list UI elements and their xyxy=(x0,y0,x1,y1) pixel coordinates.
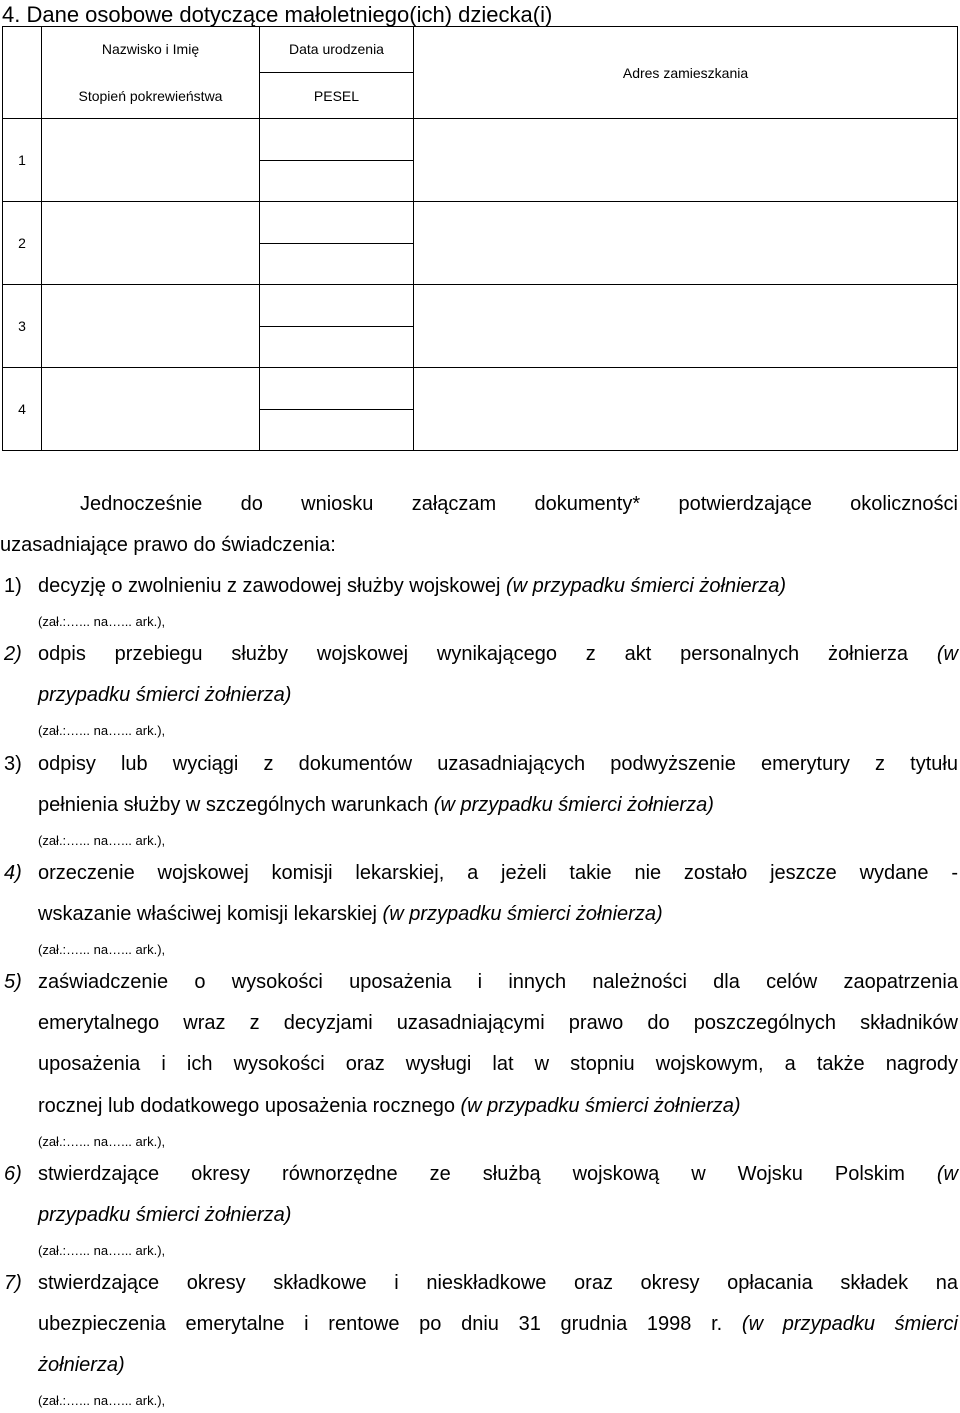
name-relation-field[interactable] xyxy=(42,202,260,285)
item-7-line-2: ubezpieczenia emerytalne i rentowe po dniu 31 grudnia 1998 r. (w przypadku śmierci xyxy=(38,1313,958,1335)
item-2-italic: (w xyxy=(936,643,958,665)
birth-pesel-field[interactable] xyxy=(260,285,414,368)
attachment-note: (zał.:…... na…... ark.), xyxy=(38,1243,166,1258)
header-pesel-label: PESEL xyxy=(313,88,360,104)
item-5-line-4: rocznej lub dodatkowego uposażenia rocznego (w przypadku śmierci żołnierza) xyxy=(38,1095,741,1117)
item-7-marker: 7) xyxy=(4,1272,22,1294)
item-4-line-2: wskazanie właściwej komisji lekarskiej (w przypadku śmierci żołnierza) xyxy=(38,903,663,925)
row-number: 2 xyxy=(3,202,42,285)
header-address-label: Adres zamieszkania xyxy=(622,64,749,81)
header-name-cell xyxy=(42,27,260,119)
birth-pesel-field[interactable] xyxy=(260,202,414,285)
item-5-line-2: emerytalnego wraz z decyzjami uzasadniającymi prawo do poszczególnych składników xyxy=(38,1012,958,1034)
attachment-note: (zał.:…... na…... ark.), xyxy=(38,1393,166,1408)
address-field[interactable] xyxy=(414,119,958,202)
table-row xyxy=(3,368,958,451)
item-6-line-1: stwierdzające okresy równorzędne ze służbą wojskową w Wojsku Polskim (w xyxy=(38,1163,958,1185)
attachment-note: (zał.:…... na…... ark.), xyxy=(38,614,166,629)
birth-pesel-field[interactable] xyxy=(260,368,414,451)
item-3-line-2: pełnienia służby w szczególnych warunkach (w przypadku śmierci żołnierza) xyxy=(38,794,714,816)
item-3-line-1: odpisy lub wyciągi z dokumentów uzasadniających podwyższenie emerytury z tytułu xyxy=(38,753,958,775)
item-2-marker: 2) xyxy=(4,643,22,665)
item-4-line-1: orzeczenie wojskowej komisji lekarskiej, a jeżeli takie nie zostało jeszcze wydane - xyxy=(38,862,958,884)
attachment-note: (zał.:…... na…... ark.), xyxy=(38,833,166,848)
section-heading: 4. Dane osobowe dotyczące małoletniego(ich) dziecka(i) xyxy=(2,2,553,27)
header-birthdate-label: Data urodzenia xyxy=(289,41,384,57)
table-row xyxy=(3,285,958,368)
item-2-line-2: przypadku śmierci żołnierza) xyxy=(38,684,292,706)
row-number: 4 xyxy=(3,368,42,451)
table-header-row xyxy=(3,27,958,119)
address-field[interactable] xyxy=(414,285,958,368)
attachment-note: (zał.:…... na…... ark.), xyxy=(38,723,166,738)
item-7-line-3: żołnierza) xyxy=(38,1354,125,1376)
birth-pesel-field[interactable] xyxy=(260,119,414,202)
intro-line-1: Jednocześnie do wniosku załączam dokumenty* potwierdzające okoliczności xyxy=(80,493,958,515)
intro-line-2: uzasadniające prawo do świadczenia: xyxy=(0,534,336,556)
item-2-body: odpis przebiegu służby wojskowej wynikającego z akt personalnych żołnierza xyxy=(38,643,909,665)
item-1-text xyxy=(38,574,958,598)
row-number: 3 xyxy=(3,285,42,368)
item-3-marker: 3) xyxy=(4,753,22,775)
header-number-cell xyxy=(3,27,42,119)
item-1-marker: 1) xyxy=(4,575,22,597)
item-5-marker: 5) xyxy=(4,971,22,993)
attachment-note: (zał.:…... na…... ark.), xyxy=(38,942,166,957)
item-6-line-2: przypadku śmierci żołnierza) xyxy=(38,1204,292,1226)
item-5-line-1: zaświadczenie o wysokości uposażenia i innych należności dla celów zaopatrzenia xyxy=(38,971,958,993)
item-1-italic: (w przypadku śmierci żołnierza) xyxy=(506,575,787,597)
item-2-line-1 xyxy=(38,642,958,666)
header-birth-cell xyxy=(260,27,414,119)
children-table xyxy=(2,26,958,451)
address-field[interactable] xyxy=(414,368,958,451)
header-name-label: Nazwisko i Imię xyxy=(101,41,200,57)
table-row xyxy=(3,119,958,202)
item-6-marker: 6) xyxy=(4,1163,22,1185)
header-address-cell xyxy=(414,27,958,119)
item-1-body: decyzję o zwolnieniu z zawodowej służby wojskowej xyxy=(38,575,501,597)
item-7-line-1: stwierdzające okresy składkowe i nieskładkowe oraz okresy opłacania składek na xyxy=(38,1272,958,1294)
item-4-marker: 4) xyxy=(4,862,22,884)
header-relation-label: Stopień pokrewieństwa xyxy=(78,88,223,104)
name-relation-field[interactable] xyxy=(42,285,260,368)
attachment-note: (zał.:…... na…... ark.), xyxy=(38,1134,166,1149)
table-row xyxy=(3,202,958,285)
address-field[interactable] xyxy=(414,202,958,285)
row-number: 1 xyxy=(3,119,42,202)
name-relation-field[interactable] xyxy=(42,119,260,202)
name-relation-field[interactable] xyxy=(42,368,260,451)
item-5-line-3: uposażenia i ich wysokości oraz wysługi lat w stopniu wojskowym, a także nagrody xyxy=(38,1053,958,1075)
